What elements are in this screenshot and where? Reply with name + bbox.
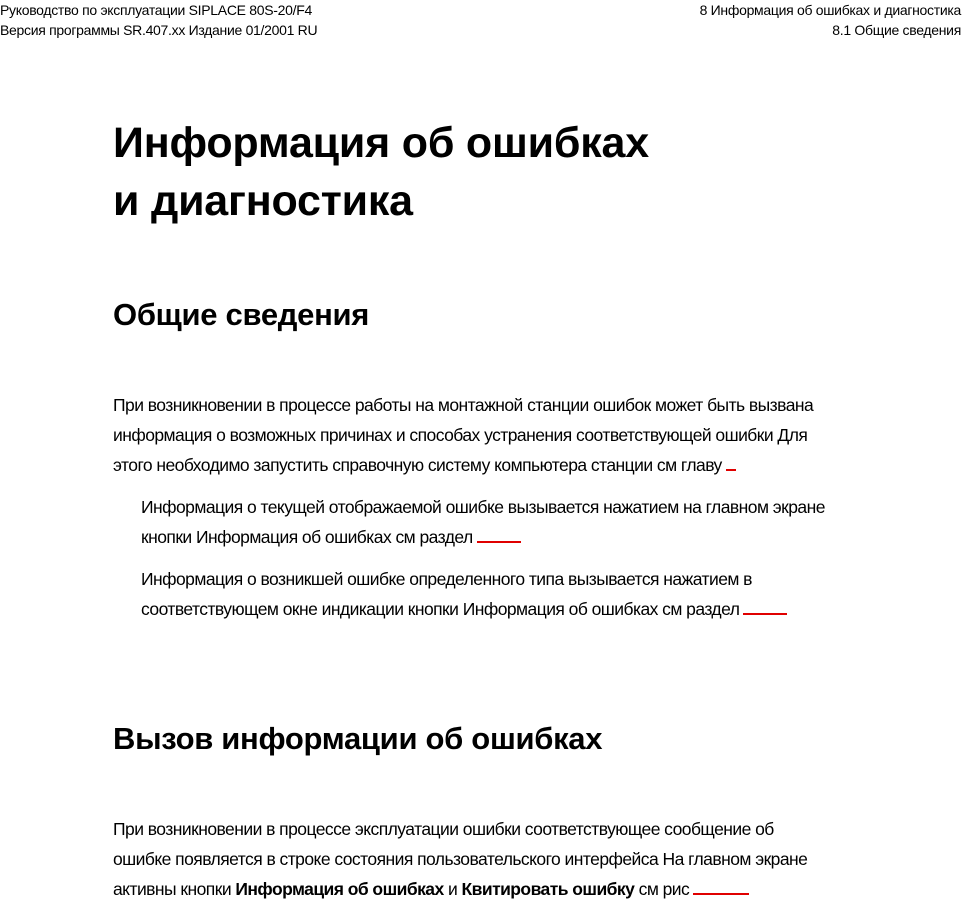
chapter-title	[113, 114, 649, 230]
bullet-error-type	[141, 564, 963, 624]
chapter-title-line2: и диагностика	[113, 177, 413, 225]
section-title-calling-info: Вызов информации об ошибках	[113, 721, 603, 756]
section-reference-link[interactable]	[477, 527, 521, 543]
general-paragraph-line3-text: этого необходимо запустить справочную систему компьютера станции см главу	[113, 455, 722, 475]
calling-info-line2: ошибке появляется в строке состояния пользовательского интерфейса На главном экране	[113, 849, 808, 869]
calling-info-line1: При возникновении в процессе эксплуатации ошибки соответствующее сообщение об	[113, 819, 774, 839]
page-header-right	[700, 0, 961, 40]
bullet-current-error-line2-text: кнопки Информация об ошибках см раздел	[141, 527, 473, 547]
bullet-error-type-line2-text: соответствующем окне индикации кнопки Информация об ошибках см раздел	[141, 599, 740, 619]
calling-info-line3-post: см рис	[634, 879, 690, 899]
section-reference-link[interactable]	[743, 599, 787, 615]
header-manual-title: Руководство по эксплуатации SIPLACE 80S-20/F4	[0, 2, 312, 18]
general-paragraph-line3	[113, 450, 963, 480]
bullet-current-error	[141, 492, 963, 552]
chapter-reference-link[interactable]	[726, 455, 736, 471]
general-paragraph-line1: При возникновении в процессе работы на монтажной станции ошибок может быть вызвана	[113, 395, 814, 415]
page-header-left	[0, 0, 317, 40]
acknowledge-error-button-name: Квитировать ошибку	[461, 879, 635, 899]
error-info-button-name: Информация об ошибках	[235, 879, 444, 899]
bullet-current-error-line2	[141, 522, 963, 552]
bullet-error-type-line2	[141, 594, 963, 624]
header-section: 8.1 Общие сведения	[832, 22, 961, 38]
figure-reference-link[interactable]	[693, 879, 749, 895]
general-paragraph	[113, 390, 963, 480]
bullet-error-type-line1: Информация о возникшей ошибке определенного типа вызывается нажатием в	[141, 569, 752, 589]
calling-info-line3-mid: и	[443, 879, 462, 899]
header-chapter: 8 Информация об ошибках и диагностика	[699, 2, 961, 18]
bullet-current-error-line1: Информация о текущей отображаемой ошибке вызывается нажатием на главном экране	[141, 497, 825, 517]
header-version-edition: Версия программы SR.407.xx Издание 01/2001 RU	[0, 22, 318, 38]
calling-info-paragraph	[113, 814, 963, 904]
chapter-title-line1: Информация об ошибках	[113, 119, 649, 167]
section-title-general: Общие сведения	[113, 297, 370, 332]
calling-info-line3-pre: активны кнопки	[113, 879, 236, 899]
general-paragraph-line2: информация о возможных причинах и способах устранения соответствующей ошибки Для	[113, 425, 808, 445]
